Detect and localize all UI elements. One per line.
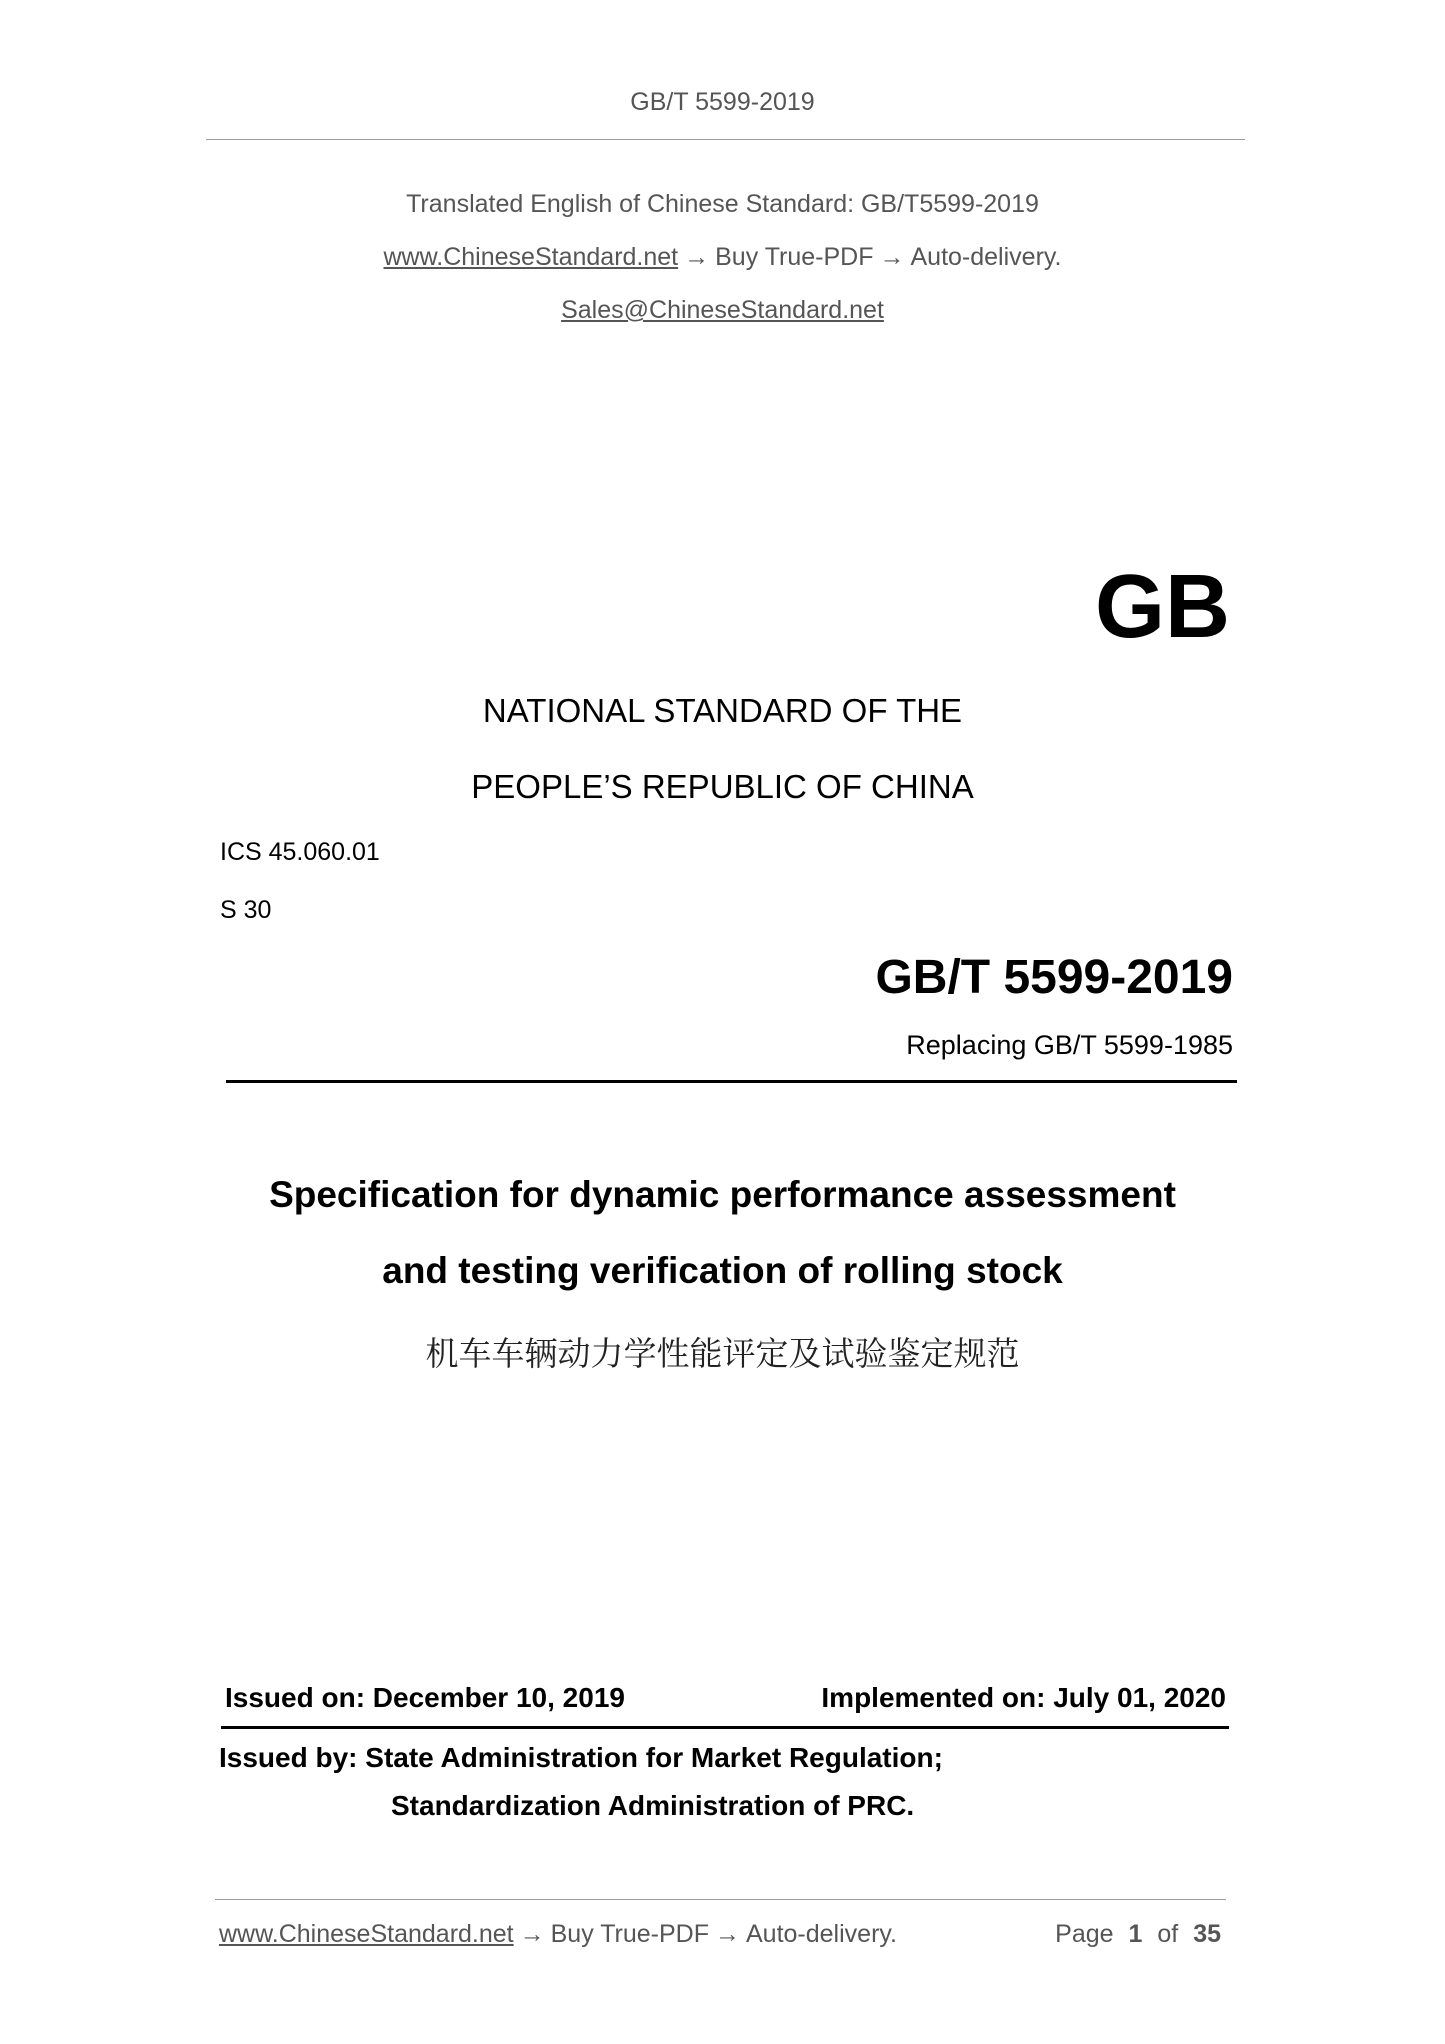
arrow-right-icon: → [879, 243, 905, 271]
running-header-title: GB/T 5599-2019 [630, 88, 815, 116]
footer-divider [215, 1899, 1226, 1900]
gb-mark: GB [1095, 557, 1230, 657]
ccs-code: S 30 [220, 896, 272, 924]
auto-delivery-text: Auto-delivery. [910, 243, 1062, 271]
implemented-on: Implemented on: July 01, 2020 [821, 1682, 1226, 1713]
email-line [0, 296, 1445, 325]
replacing-note: Replacing GB/T 5599-1985 [906, 1030, 1233, 1060]
title-line-1: Specification for dynamic performance assessment [269, 1174, 1176, 1215]
national-standard-line-2: PEOPLE’S REPUBLIC OF CHINA [471, 768, 974, 805]
dates-divider [221, 1726, 1229, 1729]
issued-by-line-2: Standardization Administration of PRC. [391, 1790, 915, 1821]
footer-buy-text: Buy True-PDF [550, 1920, 709, 1948]
arrow-right-icon: → [684, 243, 710, 271]
page-indicator [1055, 1920, 1221, 1949]
page-number: 1 [1128, 1920, 1143, 1948]
buy-true-pdf-text: Buy True-PDF [715, 243, 874, 271]
arrow-right-icon: → [715, 1920, 740, 1948]
footer-delivery-text: Auto-delivery. [746, 1920, 897, 1948]
page-total: 35 [1193, 1920, 1221, 1948]
arrow-right-icon: → [519, 1920, 545, 1948]
of-label: of [1157, 1920, 1179, 1948]
header-divider [206, 139, 1245, 140]
title-chinese: 机车车辆动力学性能评定及试验鉴定规范 [425, 1334, 1020, 1373]
footer-promo [219, 1920, 897, 1949]
page-label: Page [1055, 1920, 1114, 1948]
sales-email-link[interactable]: Sales@ChineseStandard.net [561, 296, 884, 324]
translation-notice: Translated English of Chinese Standard: GB/T5599-2019 [406, 190, 1039, 218]
footer-site-link[interactable]: www.ChineseStandard.net [219, 1920, 514, 1948]
title-line-2: and testing verification of rolling stock [382, 1250, 1063, 1291]
site-link[interactable]: www.ChineseStandard.net [383, 243, 679, 271]
promo-line [0, 243, 1445, 272]
issued-on: Issued on: December 10, 2019 [225, 1682, 625, 1713]
ics-code: ICS 45.060.01 [220, 838, 380, 866]
national-standard-line-1: NATIONAL STANDARD OF THE [482, 692, 963, 729]
issued-by-line-1: Issued by: State Administration for Market Regulation; [219, 1742, 943, 1773]
number-divider [226, 1080, 1237, 1083]
standard-number: GB/T 5599-2019 [875, 951, 1233, 1004]
